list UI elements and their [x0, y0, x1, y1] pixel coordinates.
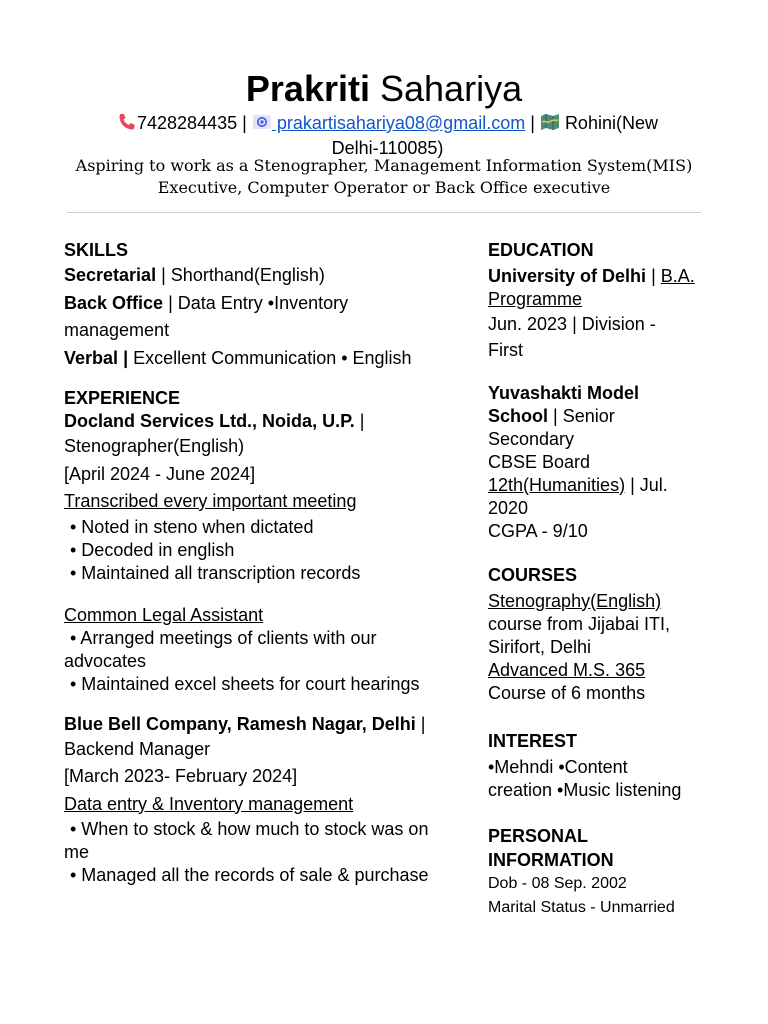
duty-heading: Common Legal Assistant [64, 604, 264, 625]
education-date: 2020 [488, 497, 529, 518]
separator: | [123, 347, 129, 368]
education-degree: Programme [488, 289, 583, 309]
separator: | [161, 265, 166, 285]
last-name: Sahariya [380, 68, 523, 109]
skill-label: Back Office [64, 292, 164, 313]
education-level: Senior [562, 405, 615, 426]
separator: | [359, 411, 365, 431]
duty-bullet: • When to stock & how much to stock was on [70, 819, 429, 839]
duty-bullet: • Managed all the records of sale & purchase [70, 865, 429, 885]
skill-text: Data Entry •Inventory [177, 292, 349, 313]
separator: | [630, 474, 635, 495]
phone-icon [117, 112, 137, 137]
first-name: Prakriti [245, 68, 370, 109]
right-column [488, 238, 724, 920]
duty-heading: Transcribed every important meeting [64, 491, 357, 511]
interest-section [488, 729, 724, 802]
resume-name [0, 68, 768, 110]
duty-bullet: • Maintained excel sheets for court hearings [70, 673, 420, 694]
education-details: Jun. 2023 | Division - [488, 314, 656, 334]
separator: | [242, 113, 247, 133]
education-level: Secondary [488, 428, 575, 449]
education-school: University of Delhi [488, 266, 647, 286]
interest-text: creation •Music listening [488, 779, 682, 800]
job-entry [64, 410, 464, 696]
education-board: CBSE Board [488, 451, 591, 472]
email-link[interactable]: prakartisahariya08@gmail.com [271, 113, 526, 133]
education-grade: CGPA - 9/10 [488, 520, 588, 541]
education-stream: 12th(Humanities) [488, 474, 626, 495]
job-company-line [64, 713, 464, 736]
job-entry [64, 713, 464, 888]
duty-bullet: advocates [64, 650, 147, 671]
education-date: Jul. [639, 474, 668, 495]
skill-text: Excellent Communication • English [133, 347, 412, 368]
education-school-line [488, 405, 724, 428]
duty-bullet: me [64, 842, 90, 862]
skills-section [64, 238, 464, 372]
separator: | [530, 113, 535, 133]
skill-item [64, 345, 464, 373]
career-objective [40, 155, 728, 199]
objective-line: Aspiring to work as a Stenographer, Management Information System(MIS) [75, 156, 693, 175]
education-details: First [488, 339, 523, 360]
education-school-line [488, 265, 724, 288]
header-divider [67, 212, 701, 213]
phone-number: 7428284435 [137, 113, 238, 133]
interest-text: •Mehndi •Content [488, 756, 628, 777]
personal-info-section [488, 824, 724, 920]
section-title: INTEREST [488, 730, 578, 751]
separator: | [420, 713, 426, 734]
skill-text: Shorthand(English) [170, 265, 325, 285]
separator: | [168, 292, 173, 313]
map-icon [540, 112, 560, 137]
education-section [488, 238, 724, 543]
skill-label: Verbal [64, 347, 119, 368]
duty-heading: Data entry & Inventory management [64, 793, 354, 814]
job-role: Backend Manager [64, 738, 211, 759]
section-title: SKILLS [64, 240, 129, 260]
duty-bullet: • Maintained all transcription records [70, 562, 361, 583]
left-column [64, 238, 464, 887]
course-desc: Course of 6 months [488, 682, 646, 703]
job-dates: [April 2024 - June 2024] [64, 463, 256, 484]
job-role: Stenographer(English) [64, 436, 245, 456]
skill-item [64, 262, 464, 290]
education-stream-line [488, 474, 724, 497]
course-desc: course from Jijabai ITI, [488, 613, 671, 634]
experience-section [64, 386, 464, 887]
skill-label: Secretarial [64, 265, 157, 285]
duty-bullet: • Decoded in english [70, 539, 235, 560]
job-company: Blue Bell Company, Ramesh Nagar, Delhi [64, 713, 416, 734]
job-company-line [64, 410, 464, 433]
objective-line: Executive, Computer Operator or Back Office executive [157, 178, 611, 197]
section-title: INFORMATION [488, 849, 614, 870]
education-school: School [488, 405, 549, 426]
section-title: COURSES [488, 564, 578, 585]
duty-bullet: • Noted in steno when dictated [70, 516, 314, 537]
section-title: EXPERIENCE [64, 388, 181, 408]
location-text: Rohini(New Delhi-110085) [331, 113, 658, 158]
contact-line [95, 112, 680, 159]
skill-text: management [64, 320, 170, 340]
separator: | [651, 266, 656, 286]
job-dates: [March 2023- February 2024] [64, 766, 298, 786]
section-title: EDUCATION [488, 240, 594, 260]
marital-status-text: Marital Status - Unmarried [488, 898, 675, 916]
course-desc: Sirifort, Delhi [488, 636, 592, 657]
section-title: PERSONAL [488, 825, 589, 846]
courses-section [488, 563, 724, 705]
course-name: Stenography(English) [488, 590, 662, 611]
education-degree: B.A. [660, 266, 695, 286]
duty-bullet: • Arranged meetings of clients with our [70, 627, 377, 648]
skill-item [64, 290, 464, 318]
dob-text: Dob - 08 Sep. 2002 [488, 874, 627, 892]
job-company: Docland Services Ltd., Noida, U.P. [64, 411, 355, 431]
separator: | [553, 405, 558, 426]
education-school: Yuvashakti Model [488, 382, 640, 403]
email-icon [252, 112, 272, 137]
course-name: Advanced M.S. 365 [488, 659, 646, 680]
